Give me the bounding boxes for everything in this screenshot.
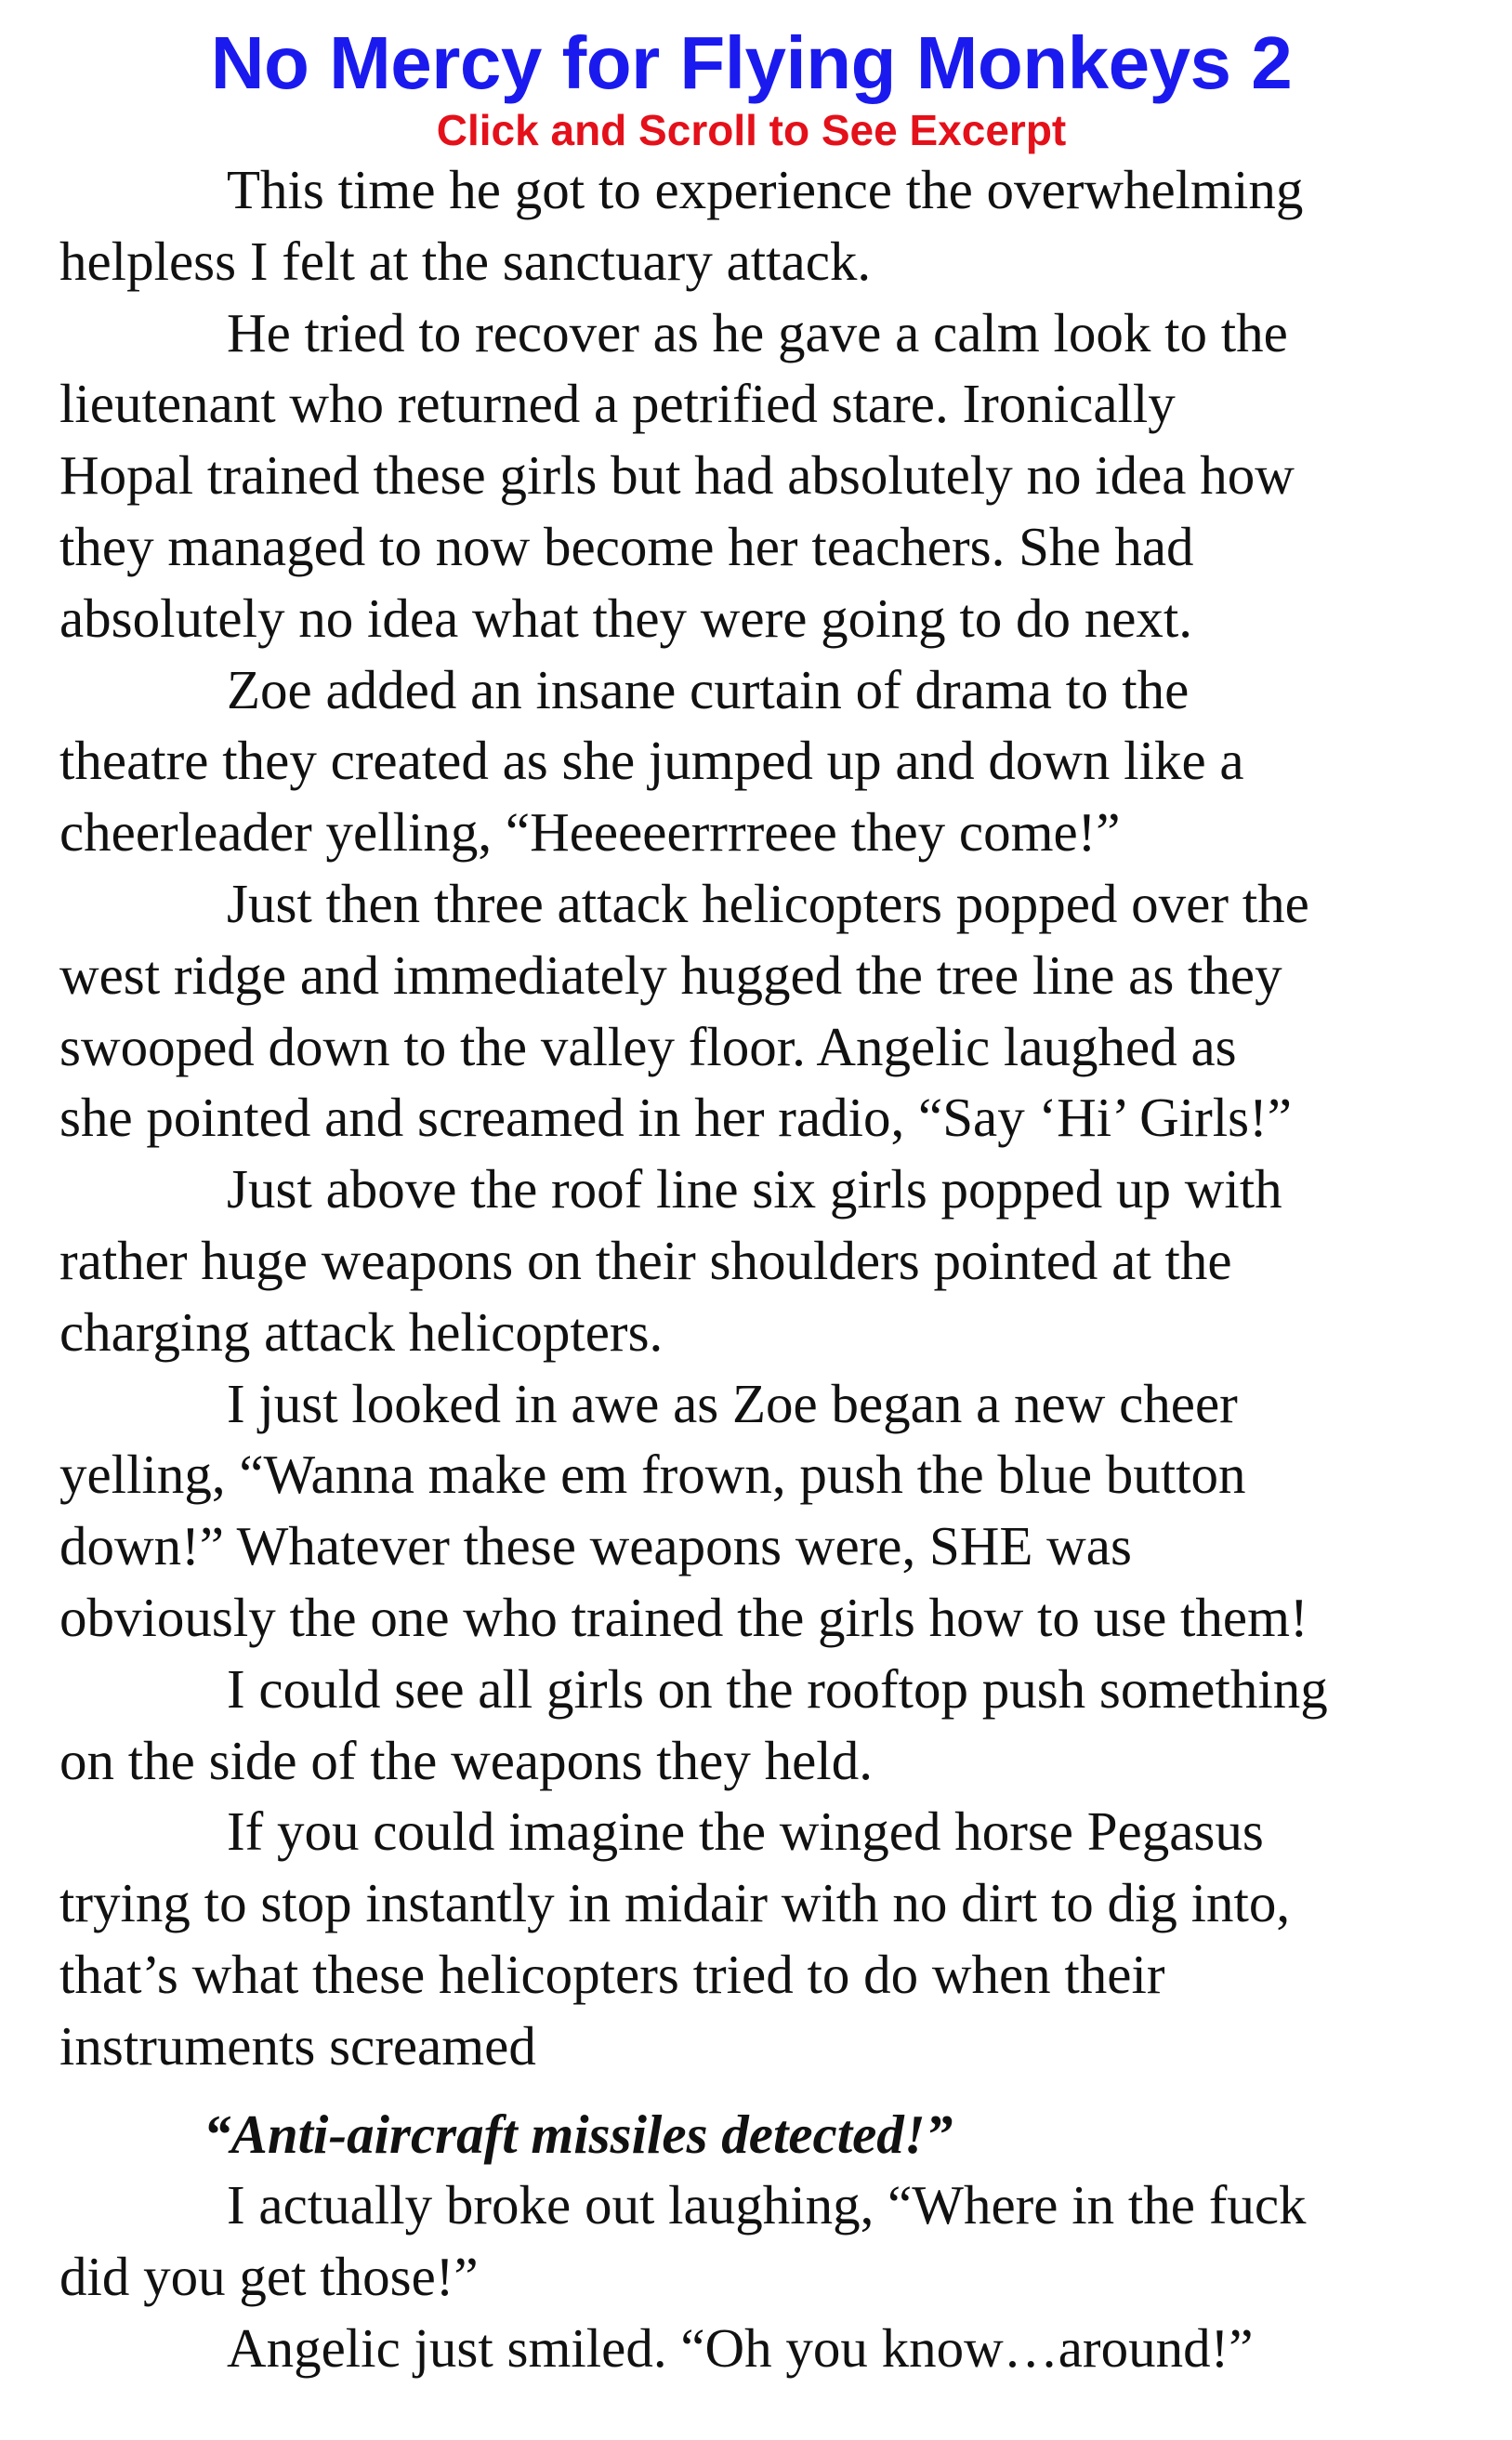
book-title: No Mercy for Flying Monkeys 2 — [210, 21, 1293, 104]
story-paragraph — [59, 1154, 1484, 1367]
story-paragraph — [59, 2313, 1484, 2384]
text-line: west ridge and immediately hugged the tree line as they — [59, 943, 1282, 1006]
story-paragraph — [59, 154, 1484, 297]
story-paragraph — [59, 654, 1484, 868]
text-line: did you get those!” — [59, 2246, 479, 2308]
story-paragraph — [59, 1654, 1484, 1797]
text-line: down!” Whatever these weapons were, SHE was — [59, 1515, 1132, 1577]
story-paragraph — [59, 1368, 1484, 1654]
text-line: she pointed and screamed in her radio, “Say ‘Hi’ Girls!” — [59, 1087, 1292, 1149]
text-line: I could see all girls on the rooftop push something — [227, 1657, 1328, 1720]
text-line: He tried to recover as he gave a calm look to the — [227, 301, 1288, 363]
text-line: they managed to now become her teachers. She had — [59, 515, 1194, 577]
text-line: Zoe added an insane curtain of drama to the — [227, 658, 1190, 720]
text-line: cheerleader yelling, “Heeeeerrrreee they come!” — [59, 801, 1121, 864]
text-line: If you could imagine the winged horse Pegasus — [227, 1800, 1264, 1863]
text-line: instruments screamed — [59, 2014, 536, 2077]
story-paragraph — [59, 297, 1484, 654]
text-line: Hopal trained these girls but had absolutely no idea how — [59, 444, 1295, 507]
text-line: obviously the one who trained the girls how to use them! — [59, 1586, 1308, 1648]
excerpt-text — [59, 154, 1484, 2384]
text-line: lieutenant who returned a petrified stare. Ironically — [59, 373, 1176, 435]
text-line: charging attack helicopters. — [59, 1300, 664, 1363]
text-line: that’s what these helicopters tried to do when their — [59, 1943, 1165, 2005]
text-line: Angelic just smiled. “Oh you know…around!” — [227, 2316, 1254, 2379]
story-paragraph — [59, 2170, 1484, 2313]
emphasized-line: “Anti-aircraft missiles detected!” — [204, 2103, 953, 2165]
text-line: Just then three attack helicopters popped over the — [227, 872, 1309, 934]
text-line: on the side of the weapons they held. — [59, 1729, 873, 1791]
text-line: yelling, “Wanna make em frown, push the blue button — [59, 1444, 1246, 1506]
text-line: absolutely no idea what they were going to do next. — [59, 587, 1193, 649]
text-line: swooped down to the valley floor. Angelic laughed as — [59, 1015, 1237, 1077]
text-line: Just above the roof line six girls popped up with — [227, 1158, 1282, 1220]
text-line: theatre they created as she jumped up and down like a — [59, 730, 1244, 792]
text-line: rather huge weapons on their shoulders pointed at the — [59, 1229, 1232, 1291]
text-line: I actually broke out laughing, “Where in the fuck — [227, 2174, 1307, 2236]
story-paragraph — [59, 1796, 1484, 2081]
text-line: trying to stop instantly in midair with no dirt to dig into, — [59, 1872, 1291, 1934]
text-line: helpless I felt at the sanctuary attack. — [59, 230, 872, 292]
text-line: I just looked in awe as Zoe began a new cheer — [227, 1372, 1238, 1434]
scroll-hint: Click and Scroll to See Excerpt — [436, 106, 1067, 154]
story-paragraph — [59, 868, 1484, 1154]
text-line: This time he got to experience the overwhelming — [227, 159, 1304, 220]
